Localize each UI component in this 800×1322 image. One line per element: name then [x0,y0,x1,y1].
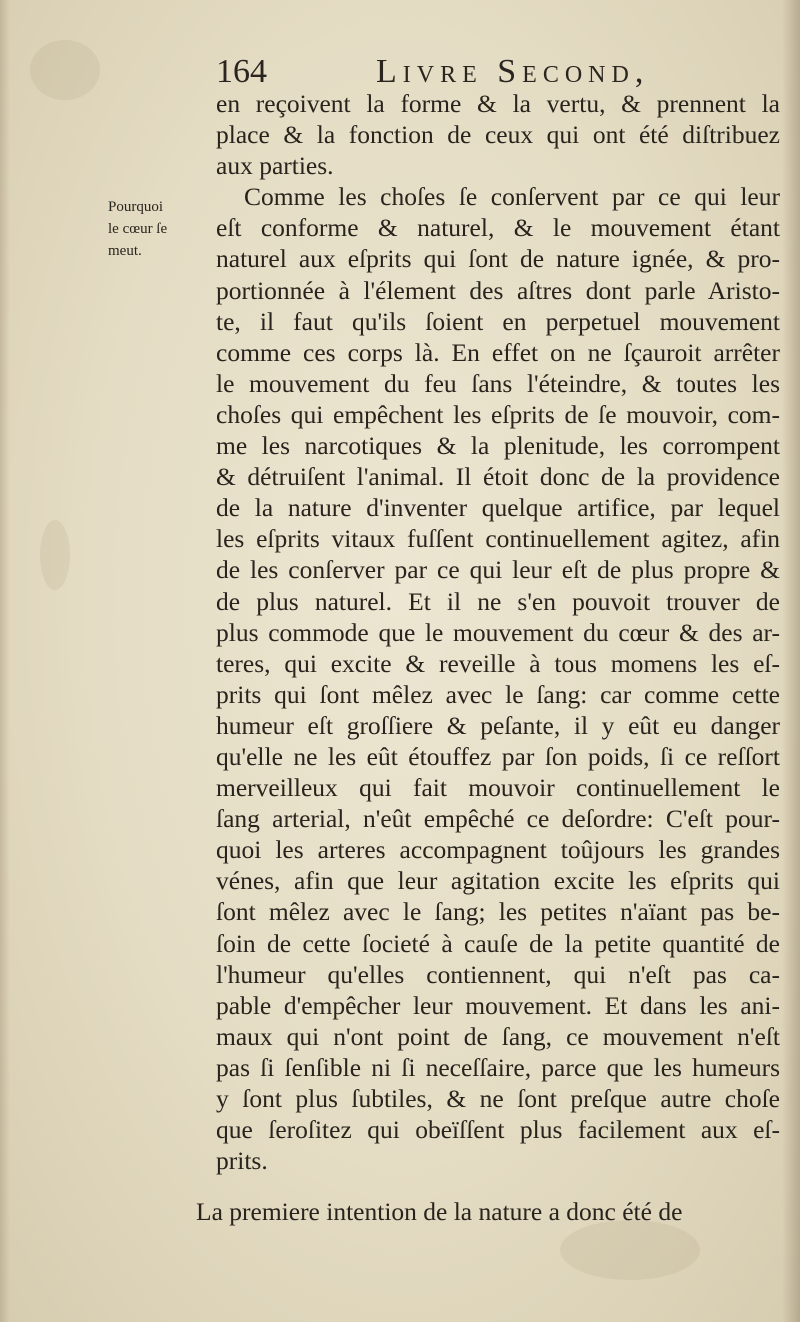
text-line: y ſont plus ſubtiles, & ne ſont preſque autre choſe [216,1084,780,1113]
text-line: ſont mêlez avec le ſang; les petites n'aïant pas be- [216,897,780,927]
running-head-title: Livre Second, [376,53,650,90]
margin-note [108,196,208,262]
text-line: ſang arterial, n'eût empêché ce deſordre: C'eſt pour- [216,804,780,834]
text-line: te, il faut qu'ils ſoient en perpetuel mouvement [216,306,780,336]
text-line: me les narcotiques & la plenitude, les corrompent [216,431,780,461]
text-line: comme ces corps là. En effet on ne ſçauroit arrêter [216,337,780,367]
text-line: de les conſerver par ce qui leur eſt de plus propre & [216,555,780,585]
page-number: 164 [216,53,267,90]
text-line: ſoin de cette ſocieté à cauſe de la petite quantité de [216,928,780,958]
text-line: que ſeroſitez qui obeïſſent plus facilement aux eſ- [216,1115,780,1145]
text-line: & détruiſent l'animal. Il étoit donc de la providence [216,462,780,492]
body-text [216,88,780,1176]
text-line: prits. [216,1146,268,1176]
paper-stain [560,1220,700,1280]
text-line: l'humeur qu'elles contiennent, qui n'eſt pas ca- [216,959,780,989]
paragraph-start-line: Comme les choſes ſe conſervent par ce qui leur [244,182,780,212]
margin-note-line: le cœur ſe [108,221,168,237]
margin-note-line: meut. [108,243,142,259]
text-line: plus commode que le mouvement du cœur & des ar- [216,617,780,647]
text-line: merveilleux qui fait mouvoir continuellement le [216,773,780,803]
text-line: vénes, afin que leur agitation excite les eſprits qui [216,866,780,896]
text-line: choſes qui empêchent les eſprits de ſe mouvoir, com- [216,399,780,429]
text-line: humeur eſt groſſiere & peſante, il y eût eu danger [216,710,780,740]
text-line: les eſprits vitaux fuſſent continuellement agitez, afin [216,524,780,554]
text-line: eſt conforme & naturel, & le mouvement étant [216,213,780,243]
text-line: aux parties. [216,151,334,181]
paper-stain [30,40,100,100]
text-line: place & la fonction de ceux qui ont été diſtribuez [216,120,780,150]
text-line: quoi les arteres accompagnent toûjours les grandes [216,835,780,865]
text-line: pas ſi ſenſible ni ſi neceſſaire, parce que les humeurs [216,1052,780,1082]
text-line: teres, qui excite & reveille à tous momens les eſ- [216,648,780,678]
text-line: prits qui ſont mêlez avec le ſang: car comme cette [216,679,780,709]
next-paragraph-line: La premiere intention de la nature a donc été de [196,1197,683,1226]
text-line: maux qui n'ont point de ſang, ce mouvement n'eſt [216,1021,780,1051]
text-line: pable d'empêcher leur mouvement. Et dans les ani- [216,990,780,1020]
text-line: en reçoivent la forme & la vertu, & prennent la [216,89,780,118]
text-line: de plus naturel. Et il ne s'en pouvoit trouver de [216,586,780,616]
text-line: naturel aux eſprits qui ſont de nature ignée, & pro- [216,244,780,274]
text-line: le mouvement du feu ſans l'éteindre, & toutes les [216,368,780,398]
margin-note-line: Pourquoi [108,199,164,215]
text-line: de la nature d'inventer quelque artifice, par lequel [216,493,780,523]
paper-stain [40,520,70,590]
text-line: portionnée à l'élement des aſtres dont parle Aristo- [216,275,780,305]
text-line: qu'elle ne les eût étouffez par ſon poids, ſi ce reſſort [216,741,780,771]
